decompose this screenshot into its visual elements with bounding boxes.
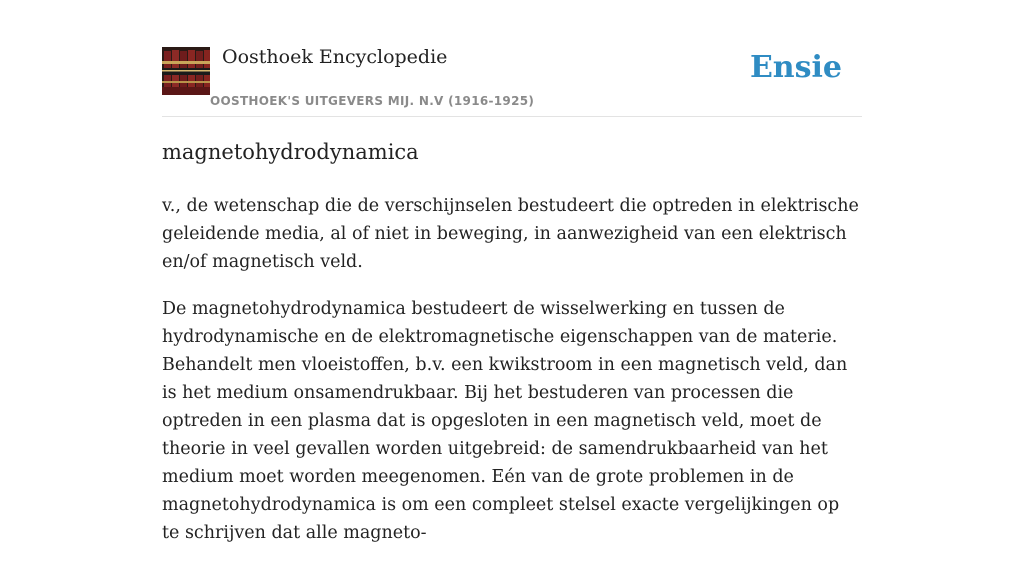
entry-title: magnetohydrodynamica (162, 140, 419, 164)
entry-content (162, 192, 862, 566)
book-spines-icon (162, 47, 210, 95)
source-header (162, 44, 862, 117)
source-title[interactable]: Oosthoek Encyclopedie (222, 46, 448, 68)
ensie-logo-link[interactable]: Ensie (749, 50, 842, 85)
entry-paragraph: De magnetohydrodynamica bestudeert de wisselwerking en tussen de hydrodynamische en de elektromagnetische eigenschappen van de materie. Behandelt men vloeistoffen, b.v. een kwikstroom in een magnetisch veld, dan is het medium onsamendrukbaar. Bij het bestuderen van processen die optreden in een plasma dat is opgesloten in een magnetisch veld, moet de theorie in veel gevallen worden uitgebreid: de samendrukbaarheid van het medium moet worden meegenomen. Eén van de grote problemen in de magnetohydrodynamica is om een compleet stelsel exacte vergelijkingen op te schrijven dat alle magneto- (162, 299, 848, 543)
entry-paragraph: v., de wetenschap die de verschijnselen bestudeert die optreden in elektrische geleidende media, al of niet in beweging, in aanwezigheid van een elektrisch en/of magnetisch veld. (162, 196, 859, 272)
avatar[interactable] (162, 47, 210, 95)
source-subtitle: OOSTHOEK'S UITGEVERS MIJ. N.V (1916-1925) (210, 94, 535, 108)
